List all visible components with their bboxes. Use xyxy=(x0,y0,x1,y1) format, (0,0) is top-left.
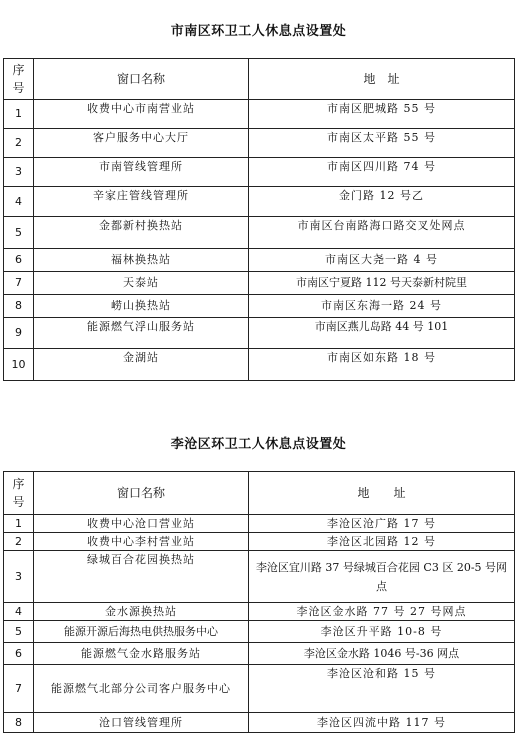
row-address: 市南区东海一路 24 号 xyxy=(249,295,515,318)
table-row xyxy=(4,713,515,733)
table-header-row xyxy=(4,59,515,100)
row-address: 李沧区北园路 12 号 xyxy=(249,533,515,551)
table-row xyxy=(4,515,515,533)
table-row xyxy=(4,603,515,621)
row-window-name: 市南管线管理所 xyxy=(34,158,249,187)
row-seq: 5 xyxy=(4,217,34,249)
row-window-name: 沧口管线管理所 xyxy=(34,713,249,733)
row-window-name: 收费中心李村营业站 xyxy=(34,533,249,551)
table-row xyxy=(4,187,515,217)
table-row xyxy=(4,551,515,603)
section-title-shinan: 市南区环卫工人休息点设置处 xyxy=(170,24,347,39)
table-row xyxy=(4,217,515,249)
row-window-name: 天泰站 xyxy=(34,272,249,295)
row-window-name: 能源燃气金水路服务站 xyxy=(34,643,249,665)
table-row xyxy=(4,249,515,272)
row-seq: 7 xyxy=(4,272,34,295)
row-window-name: 绿城百合花园换热站 xyxy=(34,551,249,603)
table-row xyxy=(4,100,515,129)
row-seq: 4 xyxy=(4,603,34,621)
row-seq: 2 xyxy=(4,129,34,158)
row-window-name: 崂山换热站 xyxy=(34,295,249,318)
row-address: 市南区如东路 18 号 xyxy=(249,349,515,381)
row-seq: 7 xyxy=(4,665,34,713)
row-seq: 3 xyxy=(4,158,34,187)
row-address: 李沧区四流中路 117 号 xyxy=(249,713,515,733)
row-address: 李沧区金水路 77 号 27 号网点 xyxy=(249,603,515,621)
row-window-name: 金都新村换热站 xyxy=(34,217,249,249)
row-window-name: 能源燃气北部分公司客户服务中心 xyxy=(34,665,249,713)
row-seq: 3 xyxy=(4,551,34,603)
table-row xyxy=(4,318,515,349)
row-address: 李沧区升平路 10-8 号 xyxy=(249,621,515,643)
table-row xyxy=(4,643,515,665)
row-address: 市南区四川路 74 号 xyxy=(249,158,515,187)
header-seq: 序 号 xyxy=(4,59,34,100)
row-seq: 8 xyxy=(4,295,34,318)
row-seq: 4 xyxy=(4,187,34,217)
row-address: 市南区太平路 55 号 xyxy=(249,129,515,158)
table-row xyxy=(4,158,515,187)
row-seq: 1 xyxy=(4,515,34,533)
table-row xyxy=(4,272,515,295)
row-seq: 6 xyxy=(4,249,34,272)
licang-rest-point-table xyxy=(3,471,515,733)
row-seq: 10 xyxy=(4,349,34,381)
row-window-name: 客户服务中心大厅 xyxy=(34,129,249,158)
header-window-name: 窗口名称 xyxy=(34,472,249,515)
row-address: 李沧区沧和路 15 号 xyxy=(249,665,515,713)
row-address: 李沧区宜川路 37 号绿城百合花园 C3 区 20-5 号网点 xyxy=(249,551,515,603)
row-seq: 5 xyxy=(4,621,34,643)
header-window-name: 窗口名称 xyxy=(34,59,249,100)
table-row xyxy=(4,349,515,381)
row-window-name: 金湖站 xyxy=(34,349,249,381)
row-address: 金门路 12 号乙 xyxy=(249,187,515,217)
table-row xyxy=(4,129,515,158)
row-window-name: 能源开源后海热电供热服务中心 xyxy=(34,621,249,643)
row-address: 市南区台南路海口路交叉处网点 xyxy=(249,217,515,249)
section-title-licang: 李沧区环卫工人休息点设置处 xyxy=(170,437,347,452)
row-seq: 2 xyxy=(4,533,34,551)
row-seq: 1 xyxy=(4,100,34,129)
shinan-rest-point-table xyxy=(3,58,515,381)
row-window-name: 福林换热站 xyxy=(34,249,249,272)
header-address: 地 址 xyxy=(249,59,515,100)
row-window-name: 收费中心市南营业站 xyxy=(34,100,249,129)
row-address: 市南区宁夏路 112 号天泰新村院里 xyxy=(249,272,515,295)
table-row xyxy=(4,533,515,551)
row-seq: 9 xyxy=(4,318,34,349)
row-seq: 8 xyxy=(4,713,34,733)
row-window-name: 金水源换热站 xyxy=(34,603,249,621)
row-address: 市南区肥城路 55 号 xyxy=(249,100,515,129)
table-row xyxy=(4,621,515,643)
row-address: 李沧区金水路 1046 号-36 网点 xyxy=(249,643,515,665)
row-address: 市南区大尧一路 4 号 xyxy=(249,249,515,272)
row-address: 李沧区沧广路 17 号 xyxy=(249,515,515,533)
row-address: 市南区燕儿岛路 44 号 101 xyxy=(249,318,515,349)
header-address: 地 址 xyxy=(249,472,515,515)
row-window-name: 能源燃气浮山服务站 xyxy=(34,318,249,349)
row-seq: 6 xyxy=(4,643,34,665)
row-window-name: 辛家庄管线管理所 xyxy=(34,187,249,217)
table-row xyxy=(4,665,515,713)
table-header-row xyxy=(4,472,515,515)
row-window-name: 收费中心沧口营业站 xyxy=(34,515,249,533)
table-row xyxy=(4,295,515,318)
header-seq: 序 号 xyxy=(4,472,34,515)
